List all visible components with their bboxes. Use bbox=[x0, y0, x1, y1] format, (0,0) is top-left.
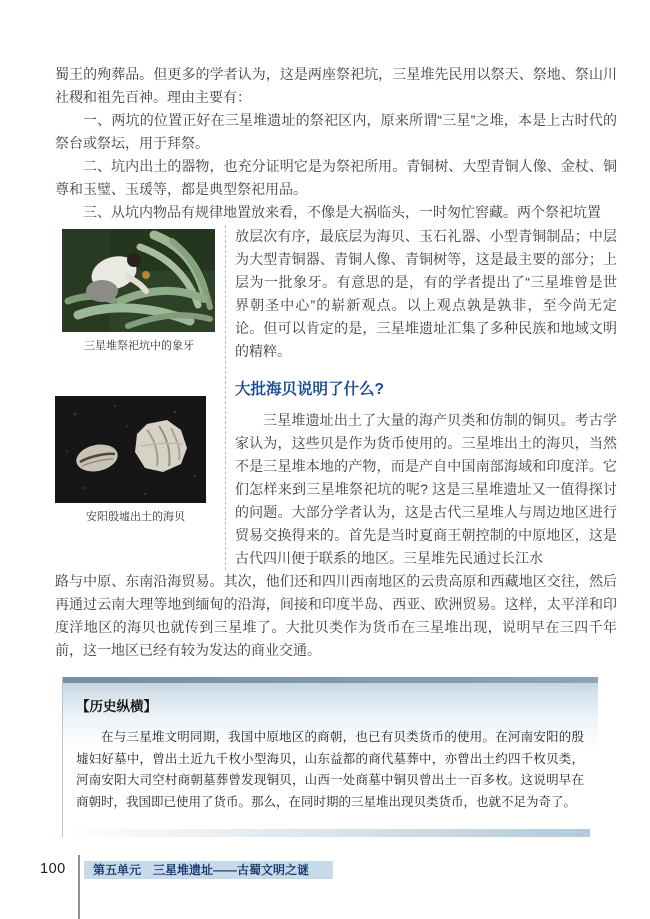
ivory-excavation-photo bbox=[62, 229, 215, 332]
reason-item-3-continuation: 放层次有序，最底层为海贝、玉石礼器、小型青铜制品；中层为大型青铜器、青铜人像、青铜树等，这是最主要的部分；上层为一批象牙。有意思的是，有的学者提出了“三星堆曾是世界朝圣中心”的崭新观点。以上观点孰是孰非，至今尚无定论。但可以肯定的是，三星堆遗址汇集了多种民族和地域文明的精粹。 bbox=[235, 228, 617, 359]
footer-vertical-rule bbox=[78, 855, 80, 919]
figure-sea-shells bbox=[55, 396, 216, 525]
figure-caption: 三星堆祭祀坑中的象牙 bbox=[84, 340, 194, 352]
shells-paragraph-column-part: 三星堆遗址出土了大量的海产贝类和仿制的铜贝。考古学家认为，这些贝是作为货币使用的。三星堆出土的海贝，当然不是三星堆本地的产物，而是产自中国南部海域和印度洋。它们怎样来到三星堆祭祀坑的呢? 这是三星堆遗址又一值得探讨的问题。大部分学者认为，这是古代三星堆人与周边地区进行贸易交换得来的。首先是当时夏商王朝控制的中原地区，这是古代四川便于联系的地区。三星堆先民通过长江水 bbox=[235, 412, 617, 566]
reason-item-3-first-line: 三、从坑内物品有规律地置放来看，不像是大祸临头，一时匆忙窖藏。两个祭祀坑置 bbox=[83, 204, 601, 220]
reason-item-1: 一、两坑的位置正好在三星堆遗址的祭祀区内，原来所谓“三星”之堆，本是上古时代的祭台或祭坛，用于拜祭。 bbox=[55, 112, 617, 151]
page-content bbox=[55, 63, 617, 843]
right-text-column bbox=[235, 225, 617, 570]
history-box-body: 在与三星堆文明同期，我国中原地区的商朝，也已有贝类货币的使用。在河南安阳的殷墟妇好墓中，曾出土近九千枚小型海贝，山东益都的商代墓葬中，亦曾出土约四千枚贝类，河南安阳大司空村商朝墓葬曾发现铜贝，山西一处商墓中铜贝曾出土一百多枚。这说明早在商朝时，我国即已使用了货币。那么，在同时期的三星堆出现贝类货币，也就不足为奇了。 bbox=[76, 730, 584, 809]
shells-paragraph-fullwidth-part: 路与中原、东南沿海贸易。其次，他们还和四川西南地区的云贵高原和西藏地区交往，然后再通过云南大理等地到缅甸的沿海，间接和印度半岛、西亚、欧洲贸易。这样，太平洋和印度洋地区的海贝也就传到三星堆了。大批贝类作为货币在三星堆出现，说明早在三四千年前，这一地区已经有较为发达的商业交通。 bbox=[55, 573, 617, 658]
sea-shells-photo bbox=[55, 396, 206, 503]
history-sidebar-box bbox=[62, 677, 598, 837]
reason-item-2: 二、坑内出土的器物，也充分证明它是为祭祀所用。青铜树、大型青铜人像、金杖、铜尊和玉璧、玉瑗等，都是典型祭祀用品。 bbox=[55, 158, 617, 197]
footer-unit-label: 第五单元 三星堆遗址——古蜀文明之谜 bbox=[84, 861, 333, 879]
figure-caption: 安阳殷墟出土的海贝 bbox=[86, 511, 185, 523]
figure-ivory-pit bbox=[62, 229, 216, 354]
history-box-title: 【历史纵横】 bbox=[76, 699, 157, 714]
section-heading: 大批海贝说明了什么? bbox=[235, 381, 384, 398]
history-box-content bbox=[63, 683, 598, 823]
figure-column bbox=[55, 225, 226, 570]
page-number: 100 bbox=[40, 861, 66, 877]
two-column-section bbox=[55, 225, 617, 570]
paragraph-continued: 蜀王的殉葬品。但更多的学者认为，这是两座祭祀坑，三星堆先民用以祭天、祭地、祭山川社稷和祖先百神。理由主要有： bbox=[55, 66, 617, 105]
history-box-bottom-bar bbox=[67, 829, 590, 837]
